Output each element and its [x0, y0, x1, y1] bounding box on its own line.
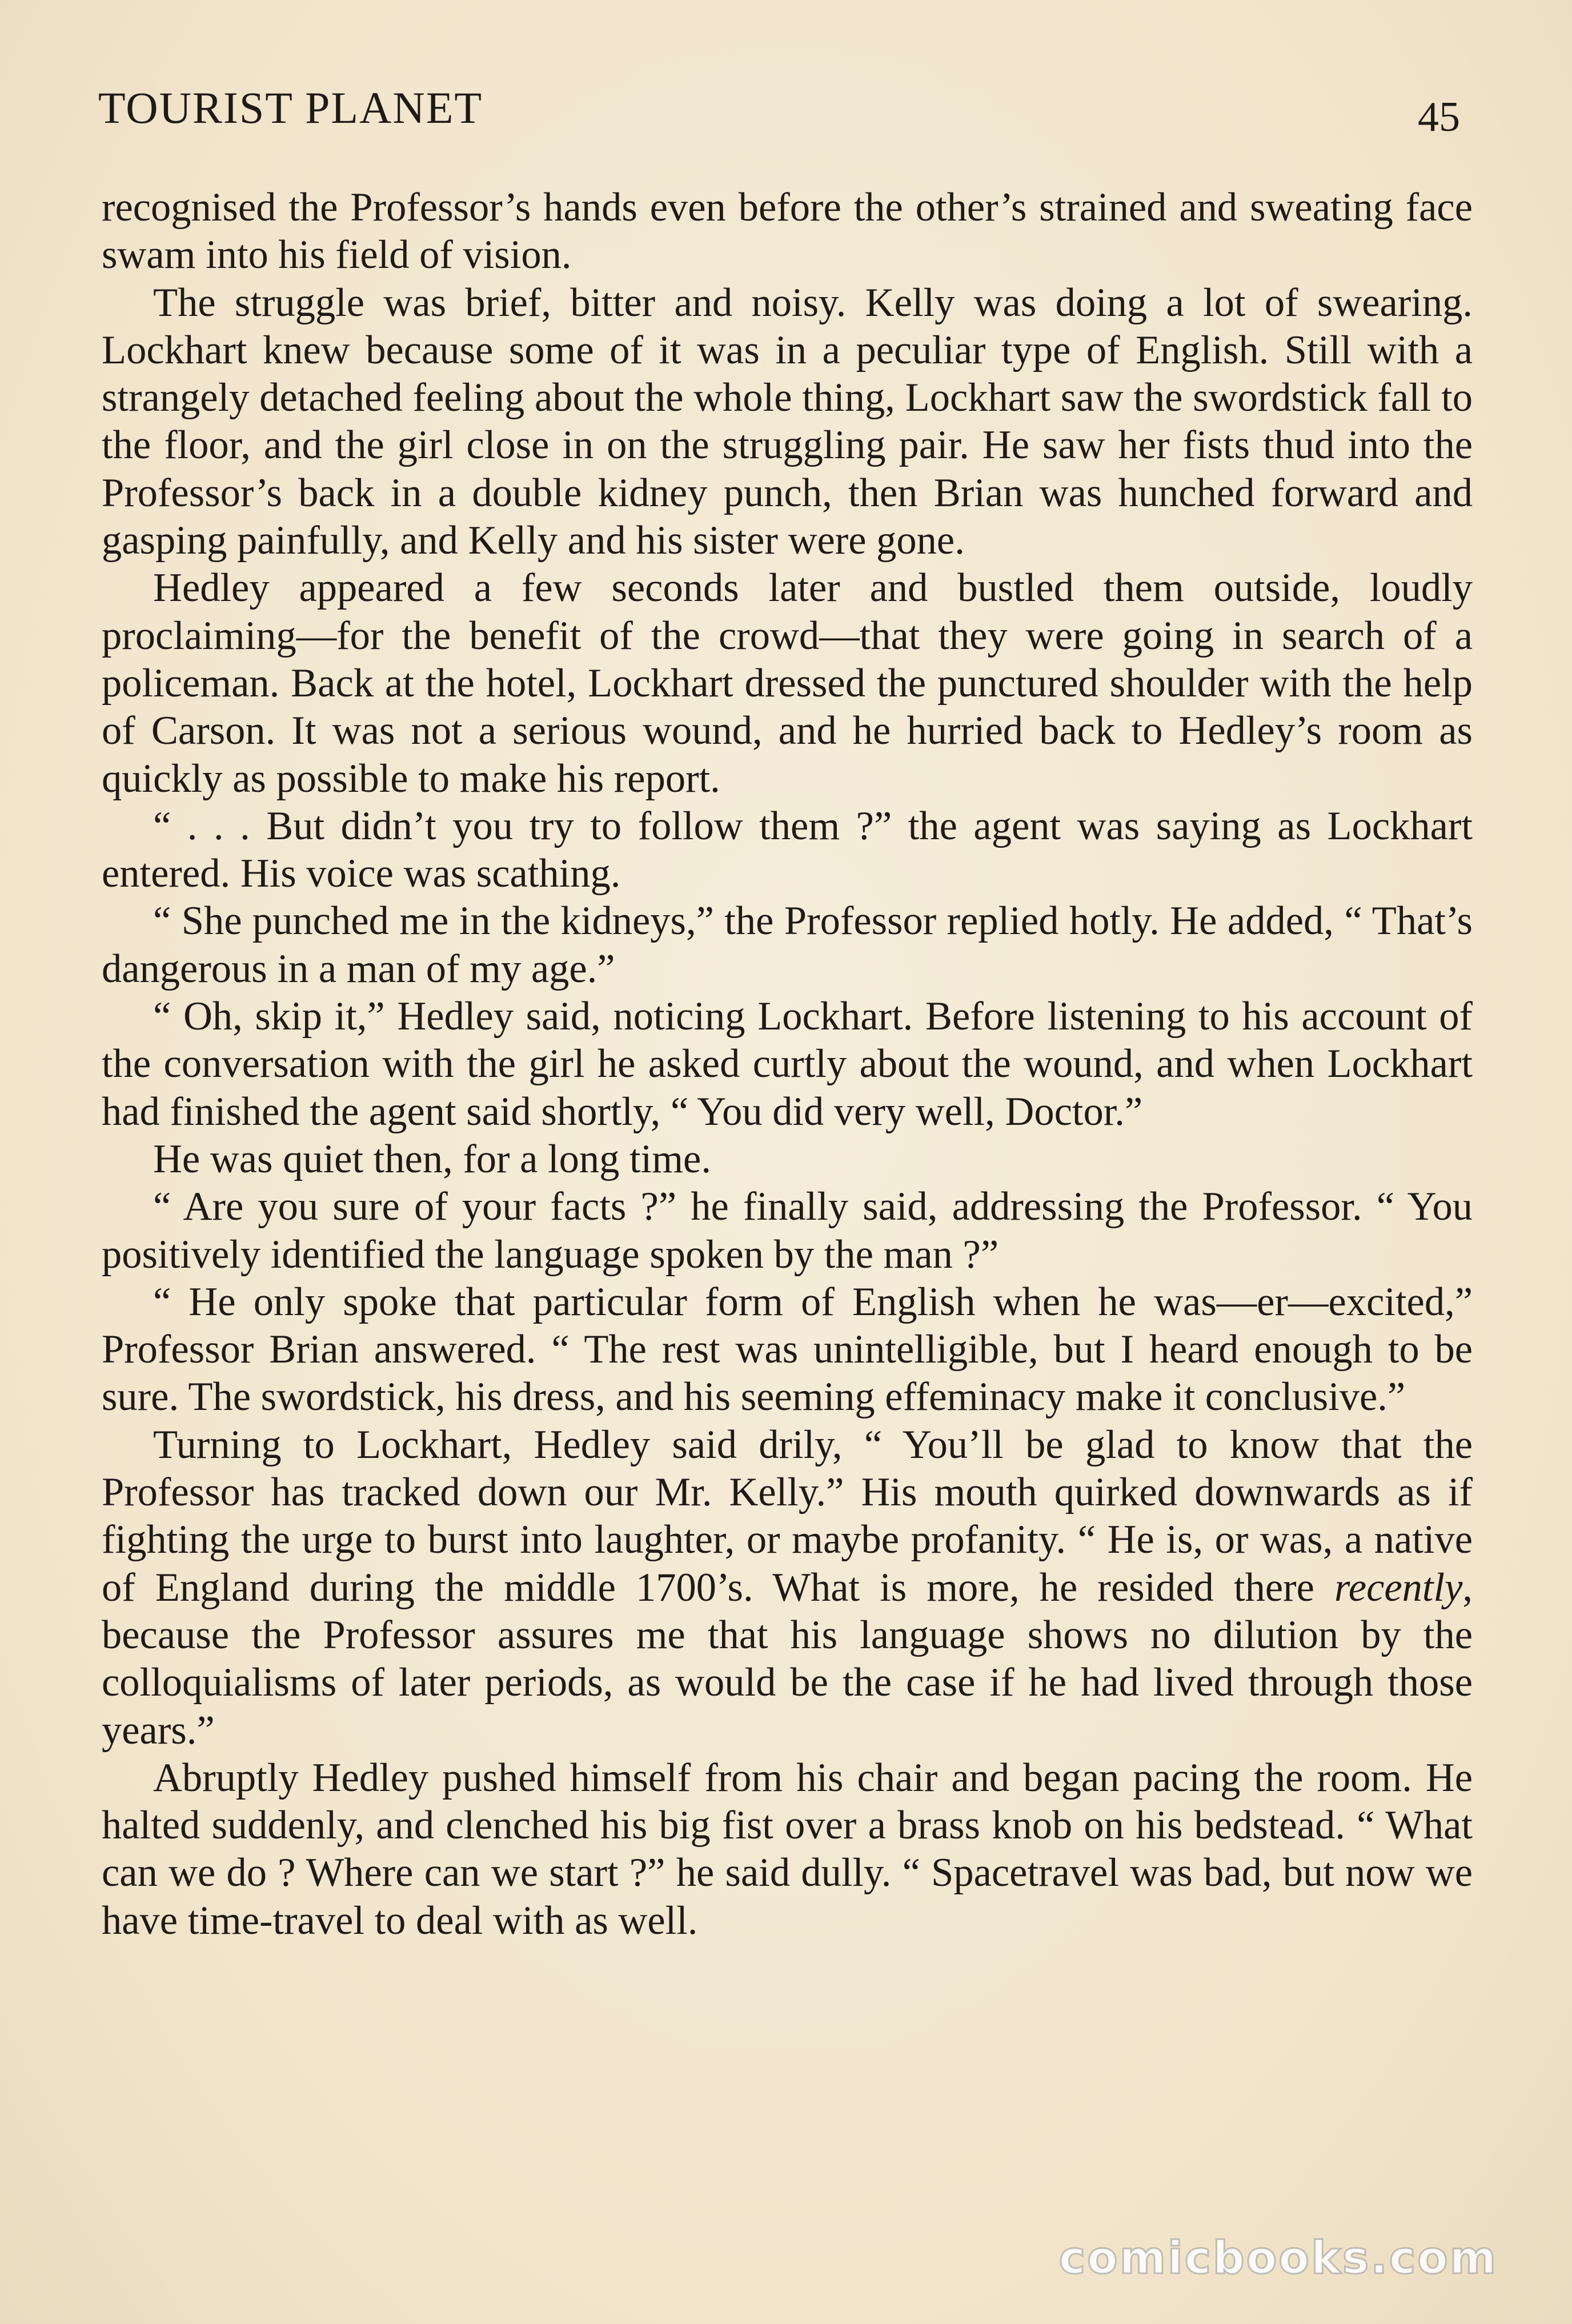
running-title: TOURIST PLANET	[98, 83, 483, 133]
body-text	[102, 184, 1473, 1945]
paragraph-1: recognised the Professor’s hands even before the other’s strained and sweating face swam into his field of vision.	[102, 185, 1473, 278]
paragraph-10-after: , because the Professor assures me that his language shows no dilution by the colloquialisms of later periods, as would be the case if he had lived through those years.”	[102, 1565, 1473, 1753]
paragraph-7: He was quiet then, for a long time.	[153, 1136, 711, 1181]
page-number: 45	[1418, 94, 1460, 141]
paragraph-5: “ She punched me in the kidneys,” the Professor replied hotly. He added, “ That’s dangerous in a man of my age.”	[102, 899, 1473, 991]
paragraph-11: Abruptly Hedley pushed himself from his chair and began pacing the room. He halted suddenly, and clenched his big fist over a brass knob on his bedstead. “ What can we do ? Where can we start ?” he said dully. “ Spacetravel was bad, but now we have time-travel to deal with as well.	[102, 1755, 1473, 1943]
paragraph-10-before: Turning to Lockhart, Hedley said drily, “ You’ll be glad to know that the Professor has tracked down our Mr. Kelly.” His mouth quirked downwards as if fighting the urge to burst into laughter, or maybe profanity. “ He is, or was, a native of England during the middle 1700’s. What is more, he resided there	[102, 1422, 1473, 1610]
paragraph-4: “ . . . But didn’t you try to follow them ?” the agent was saying as Lockhart entered. His voice was scathing.	[102, 803, 1473, 896]
paragraph-6: “ Oh, skip it,” Hedley said, noticing Lockhart. Before listening to his account of the conversation with the girl he asked curtly about the wound, and when Lockhart had finished the agent said shortly, “ You did very well, Doctor.”	[102, 994, 1473, 1134]
paragraph-3: Hedley appeared a few seconds later and bustled them outside, loudly proclaiming—for the benefit of the crowd—that they were going in search of a policeman. Back at the hotel, Lockhart dressed the punctured shoulder with the help of Carson. It was not a serious wound, and he hurried back to Hedley’s room as quickly as possible to make his report.	[102, 566, 1473, 801]
paragraph-8: “ Are you sure of your facts ?” he finally said, addressing the Professor. “ You positively identified the language spoken by the man ?”	[102, 1184, 1473, 1277]
paragraph-2: The struggle was brief, bitter and noisy. Kelly was doing a lot of swearing. Lockhart knew because some of it was in a peculiar type of English. Still with a strangely detached feeling about the whole thing, Lockhart saw the swordstick fall to the floor, and the girl close in on the struggling pair. He saw her fists thud into the Professor’s back in a double kidney punch, then Brian was hunched forward and gasping painfully, and Kelly and his sister were gone.	[102, 280, 1473, 563]
paragraph-10-emphasis: recently	[1334, 1565, 1463, 1610]
paragraph-10	[102, 1421, 1473, 1754]
paragraph-9: “ He only spoke that particular form of English when he was—er—excited,” Professor Brian answered. “ The rest was unintelligible, but I heard enough to be sure. The swordstick, his dress, and his seeming effeminacy make it conclusive.”	[102, 1279, 1473, 1420]
watermark: comicbooks.com	[1058, 2233, 1498, 2284]
